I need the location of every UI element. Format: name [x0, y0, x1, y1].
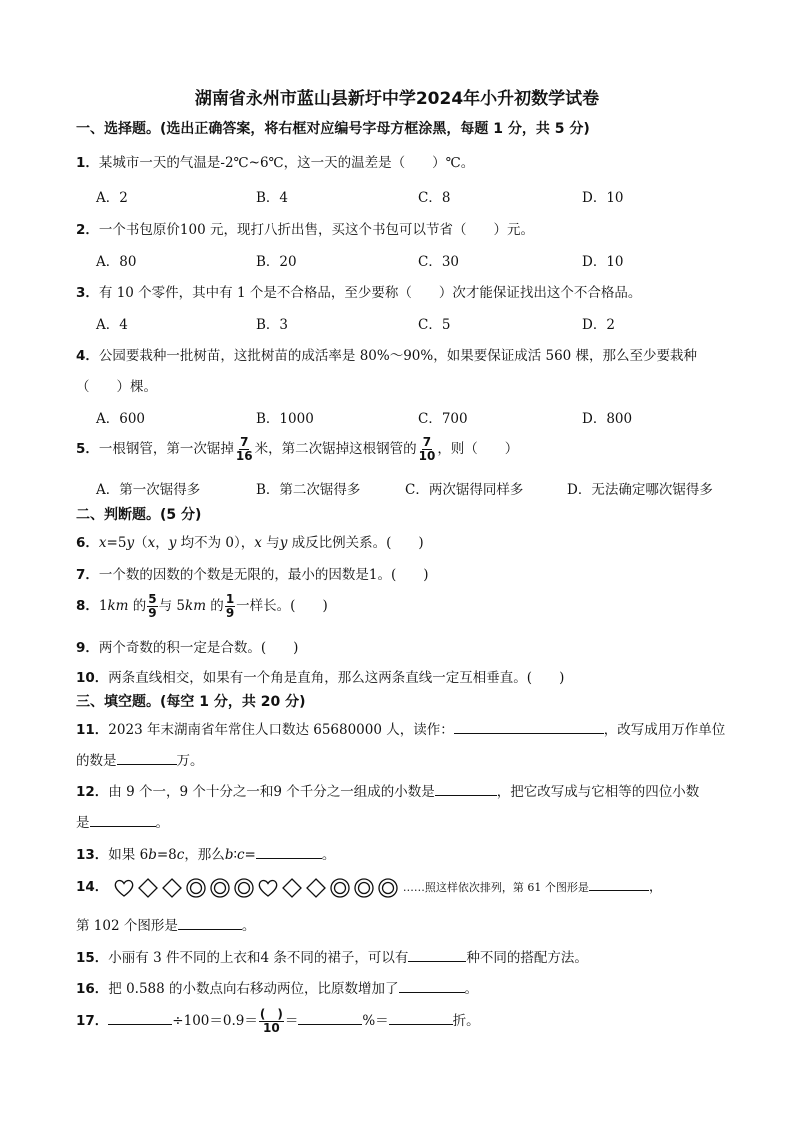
question-text: 。 — [321, 847, 336, 863]
text: 成反比例关系。( ) — [287, 535, 424, 551]
text: 的 — [206, 598, 224, 614]
question-text: 公园要栽种一批树苗，这批树苗的成活率是 80%～90%，如果要保证成活 560 棵，那么至少要栽种 — [98, 348, 698, 364]
option-b[interactable]: B．4 — [256, 190, 289, 206]
section-heading-judgement: 二、判断题。(5 分) — [76, 507, 202, 523]
double-circle-icon — [353, 877, 375, 899]
question-text: 小丽有 3 件不同的上衣和4 条不同的裙子，可以有 — [108, 950, 409, 966]
question-12-continued — [76, 811, 169, 831]
text: 如果 6 — [108, 847, 149, 863]
question-text: ，改写成用万作单位 — [603, 722, 726, 738]
question-12 — [76, 780, 699, 800]
denominator: 9 — [225, 606, 235, 620]
question-15 — [76, 946, 588, 966]
question-number: 3． — [76, 285, 99, 301]
double-circle-icon — [209, 877, 231, 899]
question-6 — [76, 531, 424, 551]
option-c[interactable]: C．8 — [418, 190, 451, 206]
denominator: 10 — [418, 449, 436, 463]
question-number: 6． — [76, 535, 99, 551]
option-d[interactable]: D．800 — [582, 411, 633, 427]
question-text: ÷100＝0.9＝ — [172, 1013, 258, 1029]
var-b: b — [148, 847, 157, 863]
question-text: 一根钢管，第一次锯掉 — [98, 441, 234, 457]
text: 的 — [128, 598, 147, 614]
option-b[interactable]: B．20 — [256, 254, 297, 270]
option-c[interactable]: C．700 — [418, 411, 468, 427]
text: ∶ — [233, 847, 237, 863]
question-text: 某城市一天的气温是-2℃~6℃，这一天的温差是（ ）℃。 — [98, 155, 475, 171]
text: 一样长。( ) — [236, 598, 328, 614]
option-a[interactable]: A．600 — [96, 411, 146, 427]
option-c[interactable]: C．两次锯得同样多 — [405, 482, 524, 498]
question-text: 是 — [76, 815, 90, 831]
shape-sequence — [113, 877, 399, 899]
fraction — [235, 436, 254, 463]
answer-blank[interactable] — [399, 978, 465, 993]
question-number: 9． — [76, 640, 99, 656]
text: （ — [134, 535, 148, 551]
fraction — [259, 1008, 284, 1035]
text: 均不为 0）， — [176, 535, 255, 551]
answer-blank[interactable] — [454, 719, 604, 734]
question-text: 。 — [155, 815, 169, 831]
question-text: ＝ — [284, 1013, 299, 1029]
denominator: 9 — [148, 606, 157, 620]
question-11-continued — [76, 749, 204, 769]
heart-icon — [113, 877, 135, 899]
question-7 — [76, 563, 429, 583]
question-text: 一个数的因数的个数是无限的，最小的因数是1。( ) — [98, 567, 429, 583]
var-x: x — [254, 535, 262, 551]
unit-km: km — [107, 598, 129, 614]
option-d[interactable]: D．2 — [582, 317, 615, 333]
question-text: 有 10 个零件，其中有 1 个是不合格品，至少要称（ ）次才能保证找出这个不合格品。 — [98, 285, 642, 301]
question-13 — [76, 843, 335, 863]
question-17 — [76, 1008, 480, 1035]
question-text: ，则（ ） — [437, 441, 519, 457]
answer-blank[interactable] — [256, 844, 322, 859]
double-circle-icon — [377, 877, 399, 899]
section-heading-fill: 三、填空题。(每空 1 分，共 20 分) — [76, 694, 306, 710]
double-circle-icon — [233, 877, 255, 899]
question-text: 由 9 个一，9 个十分之一和9 个千分之一组成的小数是 — [108, 784, 435, 800]
text: 与 5 — [158, 598, 186, 614]
question-number: 5． — [76, 441, 99, 457]
question-text: 。 — [464, 981, 479, 997]
section-heading-choice: 一、选择题。(选出正确答案，将右框对应编号字母方框涂黑，每题 1 分，共 5 分) — [76, 121, 590, 137]
numerator: 7 — [240, 435, 249, 449]
question-text: 两条直线相交，如果有一个角是直角，那么这两条直线一定互相垂直。( ) — [108, 670, 565, 686]
question-number: 13． — [76, 847, 109, 863]
question-5 — [76, 436, 518, 463]
question-3 — [76, 281, 641, 301]
question-number: 10． — [76, 670, 109, 686]
answer-blank[interactable] — [178, 915, 242, 930]
question-number: 17． — [76, 1013, 109, 1029]
question-16 — [76, 977, 478, 997]
answer-blank[interactable] — [589, 876, 649, 891]
var-y: y — [168, 535, 177, 551]
question-text: 米，第二次锯掉这根钢管的 — [254, 441, 417, 457]
option-b[interactable]: B．第二次锯得多 — [256, 482, 361, 498]
numerator-blank[interactable]: ( ) — [259, 1007, 283, 1021]
text: ，那么 — [184, 847, 225, 863]
diamond-icon — [137, 877, 159, 899]
question-4 — [76, 344, 697, 364]
option-d[interactable]: D．10 — [582, 254, 624, 270]
option-d[interactable]: D．10 — [582, 190, 624, 206]
question-text: 两个奇数的积一定是合数。( ) — [98, 640, 299, 656]
question-2 — [76, 218, 534, 238]
question-14 — [76, 875, 662, 899]
question-text: 把 0.588 的小数点向右移动两位，比原数增加了 — [108, 981, 399, 997]
option-b[interactable]: B．1000 — [256, 411, 314, 427]
numerator: 7 — [422, 435, 432, 449]
diamond-icon — [305, 877, 327, 899]
fraction — [418, 436, 437, 463]
option-a[interactable]: A．4 — [96, 317, 128, 333]
answer-blank[interactable] — [90, 812, 156, 827]
option-c[interactable]: C．30 — [418, 254, 460, 270]
question-11 — [76, 718, 725, 738]
option-b[interactable]: B．3 — [256, 317, 289, 333]
question-number: 7． — [76, 567, 99, 583]
question-text: 第 102 个图形是 — [76, 918, 178, 934]
question-10 — [76, 666, 564, 686]
option-a[interactable]: A．2 — [96, 190, 128, 206]
heart-icon — [257, 877, 279, 899]
diamond-icon — [281, 877, 303, 899]
question-number: 12． — [76, 784, 109, 800]
text: ， — [155, 535, 169, 551]
question-number: 15． — [76, 950, 109, 966]
page-title: 湖南省永州市蓝山县新圩中学2024年小升初数学试卷 — [194, 89, 600, 109]
question-text: %＝ — [362, 1013, 389, 1029]
var-x: x — [147, 535, 156, 551]
question-14-continued — [76, 914, 255, 934]
question-text: 2023 年末湖南省年常住人口数达 65680000 人，读作： — [108, 722, 454, 738]
option-c[interactable]: C．5 — [418, 317, 451, 333]
text: 1 — [98, 598, 108, 614]
diamond-icon — [161, 877, 183, 899]
question-text: 。 — [241, 918, 256, 934]
answer-blank[interactable] — [435, 781, 497, 796]
answer-blank[interactable] — [389, 1010, 453, 1025]
question-4-continued: （ ）棵。 — [76, 379, 157, 395]
question-number: 8． — [76, 598, 99, 614]
var-c: c — [236, 847, 245, 863]
question-text: 种不同的搭配方法。 — [466, 950, 588, 966]
text: =8 — [156, 847, 177, 863]
question-number: 14． — [76, 879, 109, 895]
var-x: x — [98, 535, 107, 551]
option-d[interactable]: D．无法确定哪次锯得多 — [567, 482, 713, 498]
var-y: y — [279, 535, 288, 551]
var-c: c — [176, 847, 185, 863]
question-number: 2． — [76, 222, 99, 238]
text: = — [244, 847, 256, 863]
answer-blank[interactable] — [108, 1010, 172, 1025]
question-text: ……照这样依次排列，第 61 个图形是 — [402, 881, 589, 894]
fraction — [225, 593, 235, 620]
denominator: 16 — [235, 449, 253, 463]
unit-km: km — [185, 598, 207, 614]
numerator: 1 — [225, 592, 235, 606]
answer-blank[interactable] — [298, 1010, 362, 1025]
text: 与 — [261, 535, 280, 551]
question-text: 的数是 — [76, 753, 117, 769]
double-circle-icon — [329, 877, 351, 899]
text: =5 — [106, 535, 127, 551]
answer-blank[interactable] — [117, 750, 177, 765]
denominator: 10 — [263, 1021, 280, 1035]
option-a[interactable]: A．第一次锯得多 — [96, 482, 201, 498]
fraction — [147, 593, 157, 620]
question-number: 11． — [76, 722, 109, 738]
question-text: 万。 — [176, 753, 204, 769]
question-9 — [76, 636, 298, 656]
question-number: 1． — [76, 155, 99, 171]
question-text: 折。 — [452, 1013, 480, 1029]
numerator: 5 — [148, 592, 157, 606]
question-1 — [76, 151, 474, 171]
question-text: 一个书包原价100 元，现打八折出售，买这个书包可以节省（ ）元。 — [98, 222, 534, 238]
question-8 — [76, 593, 328, 620]
question-number: 4． — [76, 348, 99, 364]
question-number: 16． — [76, 981, 109, 997]
question-text: ， — [648, 879, 663, 895]
double-circle-icon — [185, 877, 207, 899]
question-text: ，把它改写成与它相等的四位小数 — [496, 784, 700, 800]
option-a[interactable]: A．80 — [96, 254, 137, 270]
var-b: b — [224, 847, 234, 863]
var-y: y — [126, 535, 135, 551]
answer-blank[interactable] — [408, 947, 466, 962]
